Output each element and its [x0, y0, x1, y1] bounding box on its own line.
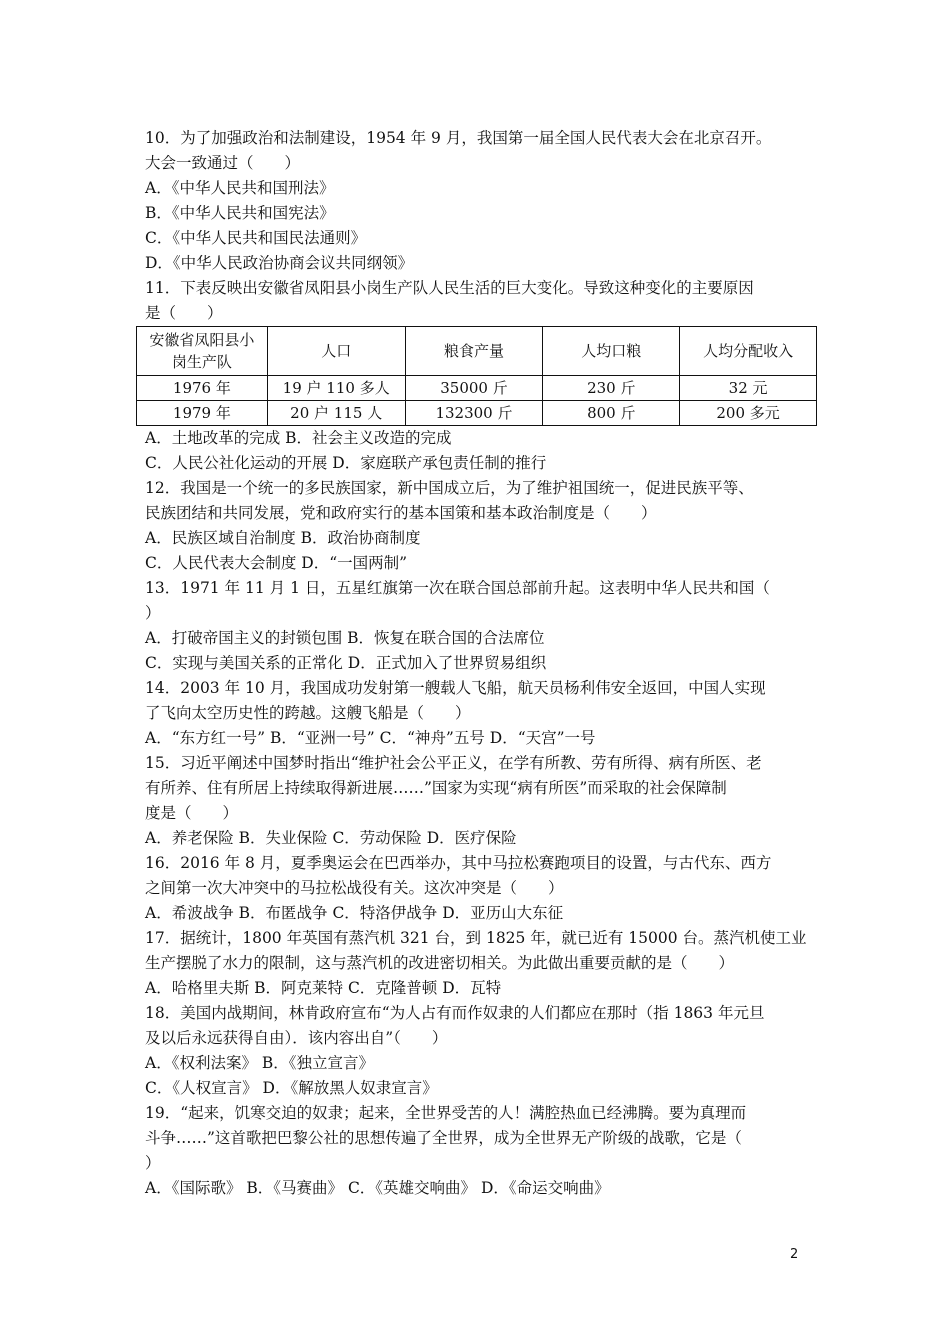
- question-text: 是（ ）: [145, 304, 223, 322]
- question-text: 之间第一次大冲突中的马拉松战役有关。这次冲突是（ ）: [145, 879, 564, 897]
- production-table: [136, 326, 817, 426]
- option-line: A．土地改革的完成 B．社会主义改造的完成: [145, 429, 452, 447]
- option-line: C．《中华人民共和国民法通则》: [145, 229, 367, 247]
- table-cell: 132300 斤: [405, 401, 543, 426]
- question-text: 及以后永远获得自由）．该内容出自”（ ）: [145, 1029, 448, 1047]
- option-line: A．《国际歌》 B．《马赛曲》 C．《英雄交响曲》 D．《命运交响曲》: [145, 1179, 610, 1197]
- table-header-cell: 人口: [267, 327, 405, 376]
- question-text: ）: [145, 604, 161, 622]
- option-line: C．人民代表大会制度 D．“一国两制”: [145, 554, 408, 572]
- option-line: A．《中华人民共和国刑法》: [145, 179, 335, 197]
- option-line: A．《权利法案》 B．《独立宣言》: [145, 1054, 375, 1072]
- question-text: 斗争……”这首歌把巴黎公社的思想传遍了全世界，成为全世界无产阶级的战歌，它是（: [145, 1129, 742, 1147]
- question-19: [145, 1101, 813, 1201]
- question-text: 17．据统计，1800 年英国有蒸汽机 321 台，到 1825 年，就已近有 15000 台。蒸汽机使工业: [145, 929, 807, 947]
- question-text: 13．1971 年 11 月 1 日，五星红旗第一次在联合国总部前升起。这表明中华人民共和国（: [145, 579, 770, 597]
- question-10: [145, 126, 813, 276]
- question-text: 16．2016 年 8 月，夏季奥运会在巴西举办，其中马拉松赛跑项目的设置，与古代东、西方: [145, 854, 772, 872]
- table-header-cell: 安徽省凤阳县小 岗生产队: [137, 327, 268, 376]
- question-12: [145, 476, 813, 576]
- question-list: [145, 126, 813, 1201]
- question-13: [145, 576, 813, 676]
- question-text: 了飞向太空历史性的跨越。这艘飞船是（ ）: [145, 704, 471, 722]
- question-text: 12．我国是一个统一的多民族国家，新中国成立后，为了维护祖国统一，促进民族平等、: [145, 479, 754, 497]
- question-11: [145, 276, 813, 476]
- table-cell: 20 户 115 人: [267, 401, 405, 426]
- option-line: A．打破帝国主义的封锁包围 B．恢复在联合国的合法席位: [145, 629, 545, 647]
- question-text: 生产摆脱了水力的限制，这与蒸汽机的改进密切相关。为此做出重要贡献的是（ ）: [145, 954, 735, 972]
- table-cell: 35000 斤: [405, 376, 543, 401]
- option-line: A．哈格里夫斯 B．阿克莱特 C．克隆普顿 D．瓦特: [145, 979, 502, 997]
- table-cell: 1979 年: [137, 401, 268, 426]
- table-row: [137, 376, 817, 401]
- table-cell: 200 多元: [680, 401, 817, 426]
- question-18: [145, 1001, 813, 1101]
- table-header-cell: 粮食产量: [405, 327, 543, 376]
- question-text: 10．为了加强政治和法制建设，1954 年 9 月，我国第一届全国人民代表大会在北京召开。: [145, 129, 772, 147]
- option-line: B．《中华人民共和国宪法》: [145, 204, 335, 222]
- question-text: 18．美国内战期间，林肯政府宣布“为人占有而作奴隶的人们都应在那时（指 1863 年元旦: [145, 1004, 765, 1022]
- table-cell: 32 元: [680, 376, 817, 401]
- page-number: 2: [790, 1247, 799, 1262]
- question-15: [145, 751, 813, 851]
- option-line: A．“东方红一号” B．“亚洲一号” C．“神舟”五号 D．“天宫”一号: [145, 729, 596, 747]
- table-header-row: [137, 327, 817, 376]
- option-line: C．人民公社化运动的开展 D．家庭联产承包责任制的推行: [145, 454, 547, 472]
- table-cell: 19 户 110 多人: [267, 376, 405, 401]
- question-text: 大会一致通过（ ）: [145, 154, 301, 172]
- option-line: A．民族区域自治制度 B．政治协商制度: [145, 529, 421, 547]
- table-header-cell: 人均分配收入: [680, 327, 817, 376]
- option-line: C．实现与美国关系的正常化 D．正式加入了世界贸易组织: [145, 654, 547, 672]
- table-cell: 230 斤: [543, 376, 680, 401]
- question-16: [145, 851, 813, 926]
- question-text: 19．“起来，饥寒交迫的奴隶；起来，全世界受苦的人！满腔热血已经沸腾。要为真理而: [145, 1104, 747, 1122]
- table-header-cell: 人均口粮: [543, 327, 680, 376]
- table-row: [137, 401, 817, 426]
- question-text: 15．习近平阐述中国梦时指出“维护社会公平正义，在学有所教、劳有所得、病有所医、老: [145, 754, 762, 772]
- question-17: [145, 926, 813, 1001]
- table-cell: 800 斤: [543, 401, 680, 426]
- question-text: 度是（ ）: [145, 804, 239, 822]
- option-line: C．《人权宣言》 D．《解放黑人奴隶宣言》: [145, 1079, 438, 1097]
- option-line: A．希波战争 B．布匿战争 C．特洛伊战争 D．亚历山大东征: [145, 904, 564, 922]
- question-text: 民族团结和共同发展，党和政府实行的基本国策和基本政治制度是（ ）: [145, 504, 657, 522]
- option-line: D．《中华人民政治协商会议共同纲领》: [145, 254, 414, 272]
- question-text: ）: [145, 1154, 161, 1172]
- question-text: 有所养、住有所居上持续取得新进展……”国家为实现“病有所医”而采取的社会保障制: [145, 779, 727, 797]
- table-cell: 1976 年: [137, 376, 268, 401]
- option-line: A．养老保险 B．失业保险 C．劳动保险 D．医疗保险: [145, 829, 517, 847]
- question-text: 14．2003 年 10 月，我国成功发射第一艘载人飞船，航天员杨利伟安全返回，中国人实现: [145, 679, 766, 697]
- question-14: [145, 676, 813, 751]
- question-text: 11．下表反映出安徽省凤阳县小岗生产队人民生活的巨大变化。导致这种变化的主要原因: [145, 279, 754, 297]
